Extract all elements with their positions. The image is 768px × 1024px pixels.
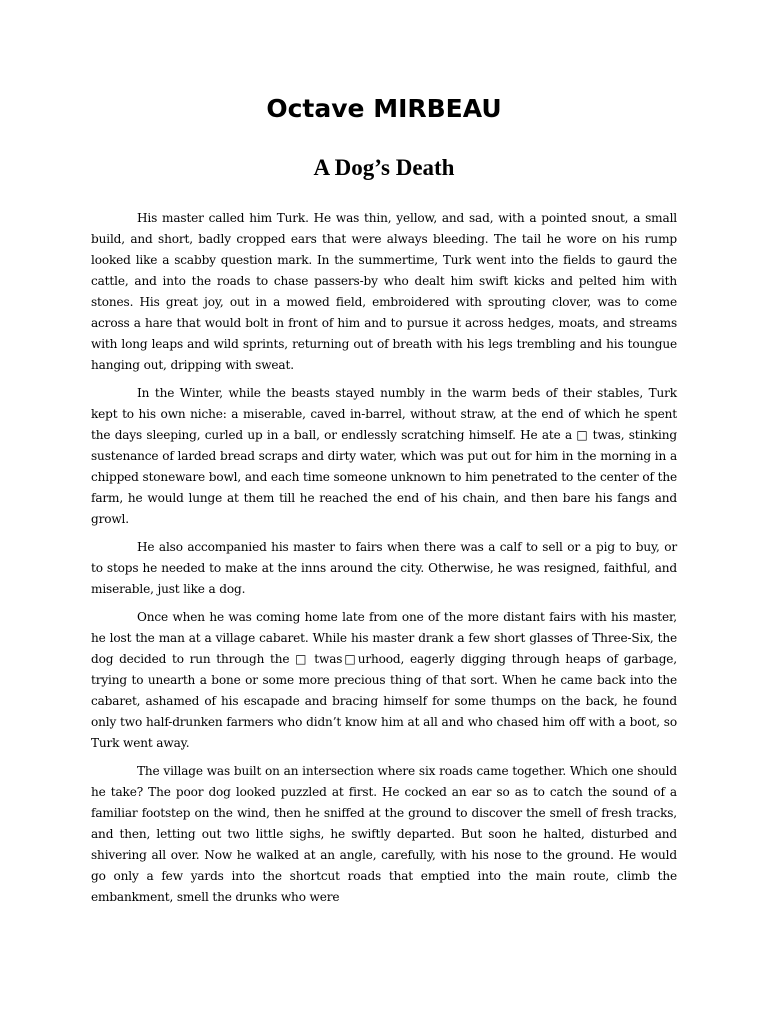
- paragraph: The village was built on an intersection where six roads came together. Which one should he take? The poor dog looked puzzled at first. He cocked an ear so as to catch the sound of a familiar footstep on the wind, then he sniffed at the ground to discover the smell of fresh tracks, and then, letting out two little sighs, he swiftly departed. But soon he halted, disturbed and shivering all over. Now he walked at an angle, carefully, with his nose to the ground. He would go only a few yards into the shortcut roads that emptied into the main route, climb the embankment, smell the drunks who were: [91, 764, 677, 904]
- paragraph: He also accompanied his master to fairs when there was a calf to sell or a pig to buy, or to stops he needed to make at the inns around the city. Otherwise, he was resigned, faithful, and miserable, just like a dog.: [91, 540, 677, 596]
- author-heading: Octave MIRBEAU: [266, 94, 502, 123]
- paragraph: In the Winter, while the beasts stayed numbly in the warm beds of their stables, Turk kept to his own niche: a miserable, caved in-barrel, without straw, at the end of which he spent the days sleeping, curled up in a ball, or endlessly scratching himself. He ate a □ twas, stinking sustenance of larded bread scraps and dirty water, which was put out for him in the morning in a chipped stoneware bowl, and each time someone unknown to him penetrated to the center of the farm, he would lunge at them till he reached the end of his chain, and then bare his fangs and growl.: [91, 386, 677, 526]
- story-title: A Dog’s Death: [313, 155, 455, 180]
- paragraph: His master called him Turk. He was thin, yellow, and sad, with a pointed snout, a small build, and short, badly cropped ears that were always bleeding. The tail he wore on his rump looked like a scabby question mark. In the summertime, Turk went into the fields to gaurd the cattle, and into the roads to chase passers-by who dealt him swift kicks and pelted him with stones. His great joy, out in a mowed field, embroidered with sprouting clover, was to come across a hare that would bolt in front of him and to pursue it across hedges, moats, and streams with long leaps and wild sprints, returning out of breath with his legs trembling and his toungue hanging out, dripping with sweat.: [91, 211, 677, 372]
- story-body: [91, 208, 677, 915]
- paragraph: Once when he was coming home late from one of the more distant fairs with his master, he lost the man at a village cabaret. While his master drank a few short glasses of Three-Six, the dog decided to run through the □ twas□urhood, eagerly digging through heaps of garbage, trying to unearth a bone or some more precious thing of that sort. When he came back into the cabaret, ashamed of his escapade and bracing himself for some thumps on the back, he found only two half-drunken farmers who didn’t know him at all and who chased him off with a boot, so Turk went away.: [91, 610, 677, 750]
